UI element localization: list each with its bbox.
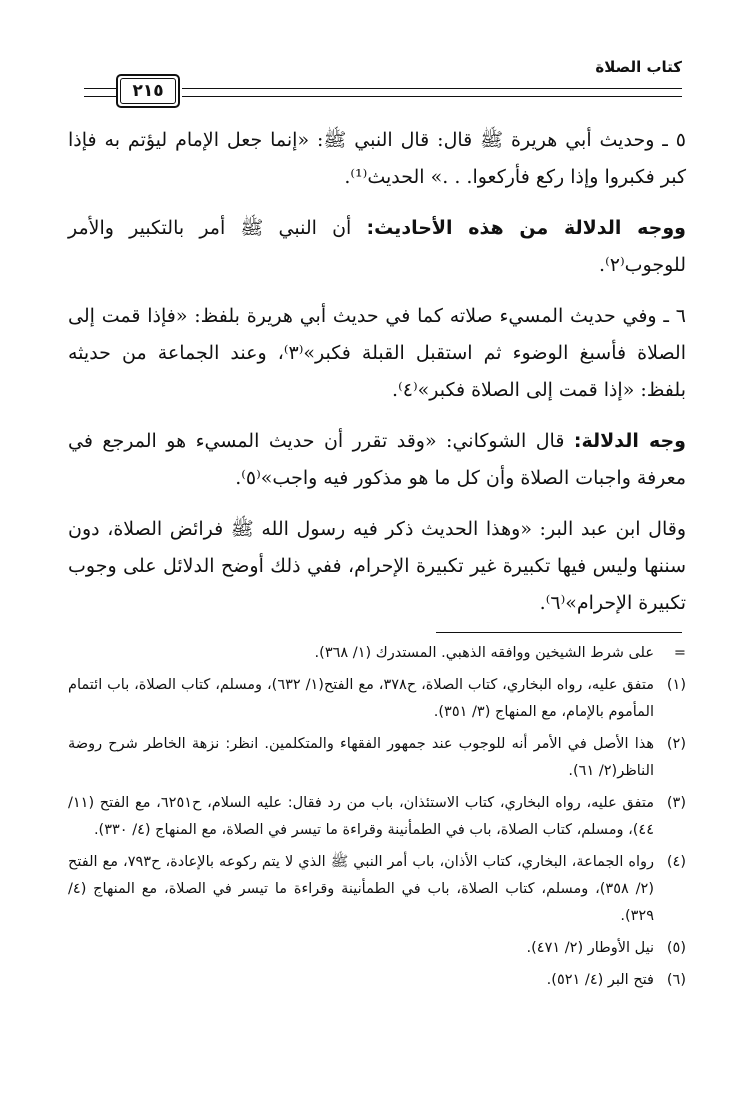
paragraph-evidence-2 [68, 423, 686, 497]
footnotes [68, 640, 686, 999]
footnote-marker: = [673, 645, 686, 661]
header-rule-left [84, 88, 118, 97]
footnote-marker: (١) [666, 677, 686, 693]
footnote-1 [68, 672, 686, 726]
paragraph-text: ٥ ـ وحديث أبي هريرة ﷺ قال: قال النبي ﷺ: «إنما جعل الإمام ليؤتم به فإذا كبر فكبروا وإذا ركع فأركعوا. . .» الحديث⁽¹⁾. [68, 129, 686, 188]
header-rule-right [182, 88, 682, 97]
footnote-marker: (٣) [666, 795, 686, 811]
footnote-text: رواه الجماعة، البخاري، كتاب الأذان، باب أمر النبي ﷺ الذي لا يتم ركوعه بالإعادة، ح٧٩٣، مع الفتح (٢/ ٣٥٨)، ومسلم، كتاب الصلاة، باب في الطمأنينة وقراءة ما تيسر في الصلاة، مع المنهاج (٤/ ٣٢٩). [68, 854, 654, 924]
footnote-2 [68, 731, 686, 785]
footnote-marker: (٦) [666, 972, 686, 988]
paragraph-lead: ووجه الدلالة من هذه الأحاديث: [366, 217, 686, 239]
paragraph-hadith-5 [68, 122, 686, 196]
footnote-text: فتح البر (٤/ ٥٢١). [546, 972, 654, 988]
footnote-6 [68, 967, 686, 994]
footnote-text: على شرط الشيخين ووافقه الذهبي. المستدرك (١/ ٣٦٨). [314, 645, 654, 661]
paragraph-text: أن النبي ﷺ أمر بالتكبير والأمر للوجوب⁽٢⁾. [68, 217, 686, 276]
page-number-frame [116, 74, 180, 108]
footnote-marker: (٤) [666, 854, 686, 870]
footnote-text: نيل الأوطار (٢/ ٤٧١). [526, 940, 654, 956]
paragraph-text: وقال ابن عبد البر: «وهذا الحديث ذكر فيه رسول الله ﷺ فرائض الصلاة، دون سننها وليس فيها تكبيرة غير تكبيرة الإحرام، ففي ذلك أوضح الدلائل على وجوب تكبيرة الإحرام»⁽٦⁾. [68, 518, 686, 614]
page-number: ٢١٥ [120, 78, 176, 104]
footnote-text: متفق عليه، رواه البخاري، كتاب الاستئذان، باب من رد فقال: عليه السلام، ح٦٢٥١، مع الفتح (١١/ ٤٤)، ومسلم، كتاب الصلاة، باب في الطمأنينة وقراءة ما تيسر في الصلاة، مع المنهاج (٤/ ٣٣٠). [68, 795, 655, 838]
paragraph-text: ٦ ـ وفي حديث المسيء صلاته كما في حديث أبي هريرة بلفظ: «فإذا قمت إلى الصلاة فأسبغ الوضوء ثم استقبل القبلة فكبر»⁽٣⁾، وعند الجماعة من حديثه بلفظ: «إذا قمت إلى الصلاة فكبر»⁽٤⁾. [68, 305, 686, 401]
paragraph-hadith-6 [68, 298, 686, 409]
footnote-marker: (٢) [666, 736, 686, 752]
footnote-text: هذا الأصل في الأمر أنه للوجوب عند جمهور الفقهاء والمتكلمين. انظر: نزهة الخاطر شرح روضة الناظر(٢/ ٦١). [68, 736, 654, 779]
footnote-text: متفق عليه، رواه البخاري، كتاب الصلاة، ح٣٧٨، مع الفتح(١/ ٦٣٢)، ومسلم، كتاب الصلاة، باب ائتمام المأموم بالإمام، مع المنهاج (٣/ ٣٥١). [68, 677, 654, 720]
paragraph-ibn-abd-albarr [68, 511, 686, 622]
footnote-5 [68, 935, 686, 962]
paragraph-evidence-1 [68, 210, 686, 284]
footnote-3 [68, 790, 686, 844]
paragraph-lead: وجه الدلالة: [573, 430, 686, 452]
footnote-marker: (٥) [666, 940, 686, 956]
running-title: كتاب الصلاة [595, 58, 682, 76]
paragraph-text: قال الشوكاني: «وقد تقرر أن حديث المسيء هو المرجع في معرفة واجبات الصلاة وأن كل ما هو مذكور فيه واجب»⁽٥⁾. [68, 430, 686, 489]
main-text [68, 122, 686, 636]
footnote-separator [436, 632, 682, 633]
footnote-continued [68, 640, 686, 667]
footnote-4 [68, 849, 686, 930]
